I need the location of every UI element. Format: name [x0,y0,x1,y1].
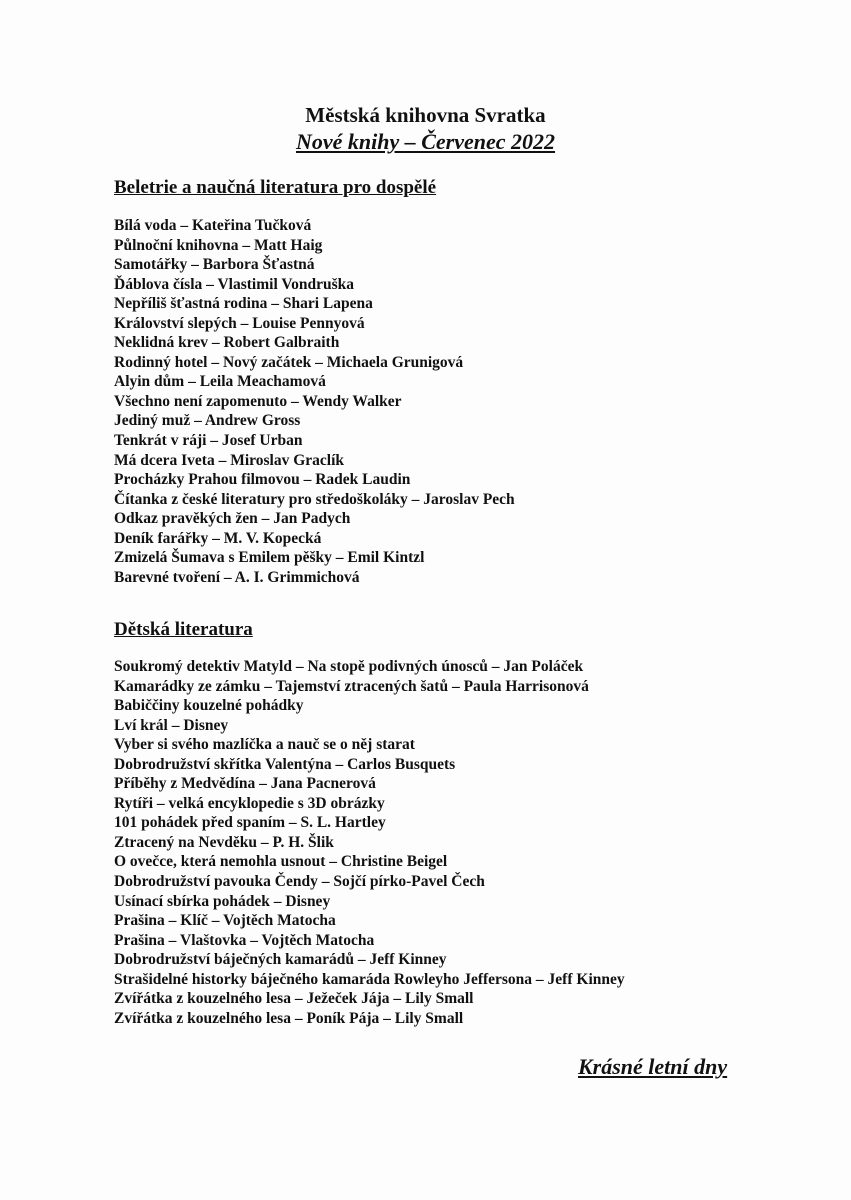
book-list-item: Zvířátka z kouzelného lesa – Poník Pája – Lily Small [114,1009,464,1027]
book-list-item: Půlnoční knihovna – Matt Haig [114,236,323,254]
book-list-item: Procházky Prahou filmovou – Radek Laudin [114,471,411,489]
book-list-item: Lví král – Disney [114,716,229,734]
book-list-item: Zvířátka z kouzelného lesa – Ježeček Jája – Lily Small [114,990,474,1008]
book-list-item: Nepříliš šťastná rodina – Shari Lapena [114,295,373,313]
adult-book-list [114,216,515,587]
book-list-item: Vyber si svého mazlíčka a nauč se o něj starat [114,736,415,754]
book-list-item: Ďáblova čísla – Vlastimil Vondruška [114,275,355,293]
book-list-item: Barevné tvoření – A. I. Grimmichová [114,568,360,586]
book-list-item: Příběhy z Medvědína – Jana Pacnerová [114,775,376,793]
book-list-item: Neklidná krev – Robert Galbraith [114,334,340,352]
book-list-item: Kamarádky ze zámku – Tajemství ztracených šatů – Paula Harrisonová [114,677,589,695]
book-list-item: Rytíři – velká encyklopedie s 3D obrázky [114,794,385,812]
book-list-item: Prašina – Vlaštovka – Vojtěch Matocha [114,931,375,949]
adult-section-heading: Beletrie a naučná literatura pro dospělé [114,177,437,198]
book-list-item: Má dcera Iveta – Miroslav Graclík [114,451,345,469]
book-list-item: Ztracený na Nevděku – P. H. Šlik [114,833,334,851]
book-list-item: O ovečce, která nemohla usnout – Christine Beigel [114,853,448,871]
book-list-item: Všechno není zapomenuto – Wendy Walker [114,392,402,410]
book-list-item: Tenkrát v ráji – Josef Urban [114,432,303,450]
book-list-item: Prašina – Klíč – Vojtěch Matocha [114,912,336,930]
book-list-item: 101 pohádek před spaním – S. L. Hartley [114,814,386,832]
book-list-item: Deník farářky – M. V. Kopecká [114,529,322,547]
book-list-item: Samotářky – Barbora Šťastná [114,256,315,274]
book-list-item: Dobrodružství skřítka Valentýna – Carlos Busquets [114,755,456,773]
book-list-item: Usínací sbírka pohádek – Disney [114,892,331,910]
book-list-item: Soukromý detektiv Matyld – Na stopě podivných únosců – Jan Poláček [114,658,584,675]
book-list-item: Bílá voda – Kateřina Tučková [114,217,312,234]
book-list-item: Čítanka z české literatury pro středoškoláky – Jaroslav Pech [114,490,515,508]
kids-section-heading: Dětská literatura [114,619,253,640]
book-list-item: Dobrodružství pavouka Čendy – Sojčí pírko-Pavel Čech [114,873,485,891]
library-name: Městská knihovna Svratka [305,103,546,127]
book-list-item: Jediný muž – Andrew Gross [114,412,301,430]
book-list-item: Zmizelá Šumava s Emilem pěšky – Emil Kintzl [114,549,425,567]
closing-greeting: Krásné letní dny [578,1054,728,1079]
book-list-item: Odkaz pravěkých žen – Jan Padych [114,510,351,528]
book-list-item: Babiččiny kouzelné pohádky [114,697,304,715]
book-list-item: Dobrodružství báječných kamarádů – Jeff Kinney [114,951,447,969]
book-list-item: Alyin dům – Leila Meachamová [114,373,326,391]
book-list-item: Rodinný hotel – Nový začátek – Michaela Grunigová [114,353,464,371]
book-list-item: Strašidelné historky báječného kamaráda Rowleyho Jeffersona – Jeff Kinney [114,970,625,988]
kids-book-list [114,657,625,1028]
book-list-item: Království slepých – Louise Pennyová [114,314,365,332]
document-subtitle: Nové knihy – Červenec 2022 [295,129,556,154]
